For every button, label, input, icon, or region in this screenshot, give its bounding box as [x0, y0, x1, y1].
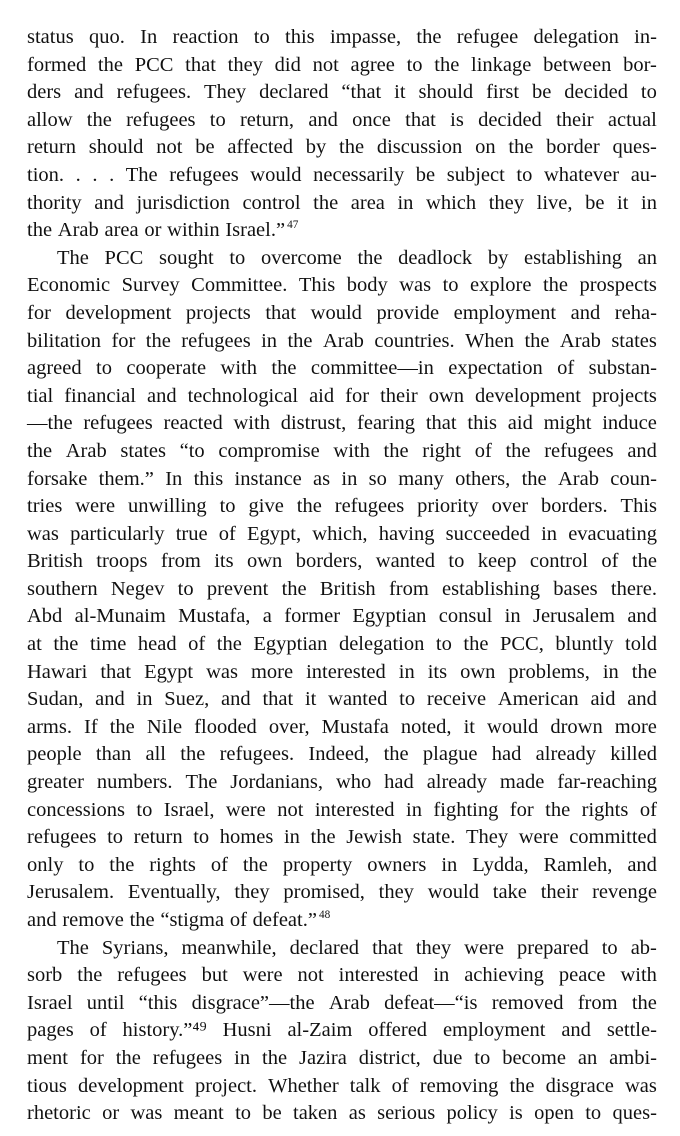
text-line: allow the refugees to return, and once that is decided their actual	[27, 108, 657, 131]
text-line: The Syrians, meanwhile, declared that they were prepared to ab-	[57, 936, 657, 959]
text-line: refugees to return to homes in the Jewish state. They were committed	[27, 826, 657, 849]
text-line: for development projects that would provide employment and reha-	[27, 301, 657, 324]
text-line: was particularly true of Egypt, which, having succeeded in evacuating	[27, 522, 657, 545]
text-line: ment for the refugees in the Jazira district, due to become an ambi-	[27, 1046, 657, 1069]
text-line: arms. If the Nile flooded over, Mustafa noted, it would drown more	[27, 715, 657, 738]
text-line: only to the rights of the property owners in Lydda, Ramleh, and	[27, 853, 657, 876]
text-line: tion. . . . The refugees would necessarily be subject to whatever au-	[27, 163, 657, 186]
text-line: Jerusalem. Eventually, they promised, they would take their revenge	[27, 881, 657, 904]
text-line: tries were unwilling to give the refugees priority over borders. This	[27, 495, 657, 518]
text-line: forsake them.” In this instance as in so many others, the Arab coun-	[27, 467, 657, 490]
footnote-marker: 48	[318, 908, 331, 921]
text-line: concessions to Israel, were not interested in fighting for the rights of	[27, 798, 657, 821]
text-line: ders and refugees. They declared “that it should first be decided to	[27, 81, 657, 104]
text-line: the Arab area or within Israel.” $^{47}$	[27, 218, 299, 242]
footnote-marker: 47	[287, 218, 299, 231]
text-line: southern Negev to prevent the British from establishing bases there.	[27, 577, 657, 600]
text-line: pages of history.”⁴⁹ Husni al-Zaim offered employment and settle-	[27, 1019, 657, 1042]
text-line: people than all the refugees. Indeed, the plague had already killed	[27, 743, 657, 766]
text-line: tial financial and technological aid for their own development projects	[27, 384, 657, 407]
text-line: Sudan, and in Suez, and that it wanted to receive American aid and	[27, 688, 657, 711]
text-line: thority and jurisdiction control the area in which they live, be it in	[27, 191, 657, 214]
text-line: Israel until “this disgrace”—the Arab defeat—“is removed from the	[27, 991, 657, 1014]
text-line: —the refugees reacted with distrust, fearing that this aid might induce	[27, 412, 657, 435]
text-line: sorb the refugees but were not interested in achieving peace with	[27, 964, 657, 987]
text-line: status quo. In reaction to this impasse, the refugee delegation in-	[27, 26, 657, 48]
text-line: British troops from its own borders, wanted to keep control of the	[27, 550, 657, 573]
text-line: return should not be affected by the discussion on the border ques-	[27, 136, 657, 159]
text-line: The PCC sought to overcome the deadlock by establishing an	[57, 246, 657, 269]
text-line: Economic Survey Committee. This body was to explore the prospects	[27, 274, 657, 297]
text-line: the Arab states “to compromise with the right of the refugees and	[27, 439, 657, 462]
text-line: Hawari that Egypt was more interested in its own problems, in the	[27, 660, 657, 683]
text-line: Abd al-Munaim Mustafa, a former Egyptian consul in Jerusalem and	[27, 605, 657, 628]
text-line: rhetoric or was meant to be taken as serious policy is open to ques-	[27, 1102, 657, 1125]
text-line: greater numbers. The Jordanians, who had already made far-reaching	[27, 771, 657, 794]
text-line: at the time head of the Egyptian delegation to the PCC, bluntly told	[27, 633, 657, 656]
page-body	[27, 24, 657, 1128]
text-line: bilitation for the refugees in the Arab countries. When the Arab states	[27, 329, 657, 352]
text-line: formed the PCC that they did not agree to the linkage between bor-	[27, 53, 657, 76]
text-line: agreed to cooperate with the committee—in expectation of substan-	[27, 357, 657, 380]
text-line: tious development project. Whether talk of removing the disgrace was	[27, 1074, 657, 1097]
text-line: and remove the “stigma of defeat.” $^{48}$	[27, 908, 331, 931]
